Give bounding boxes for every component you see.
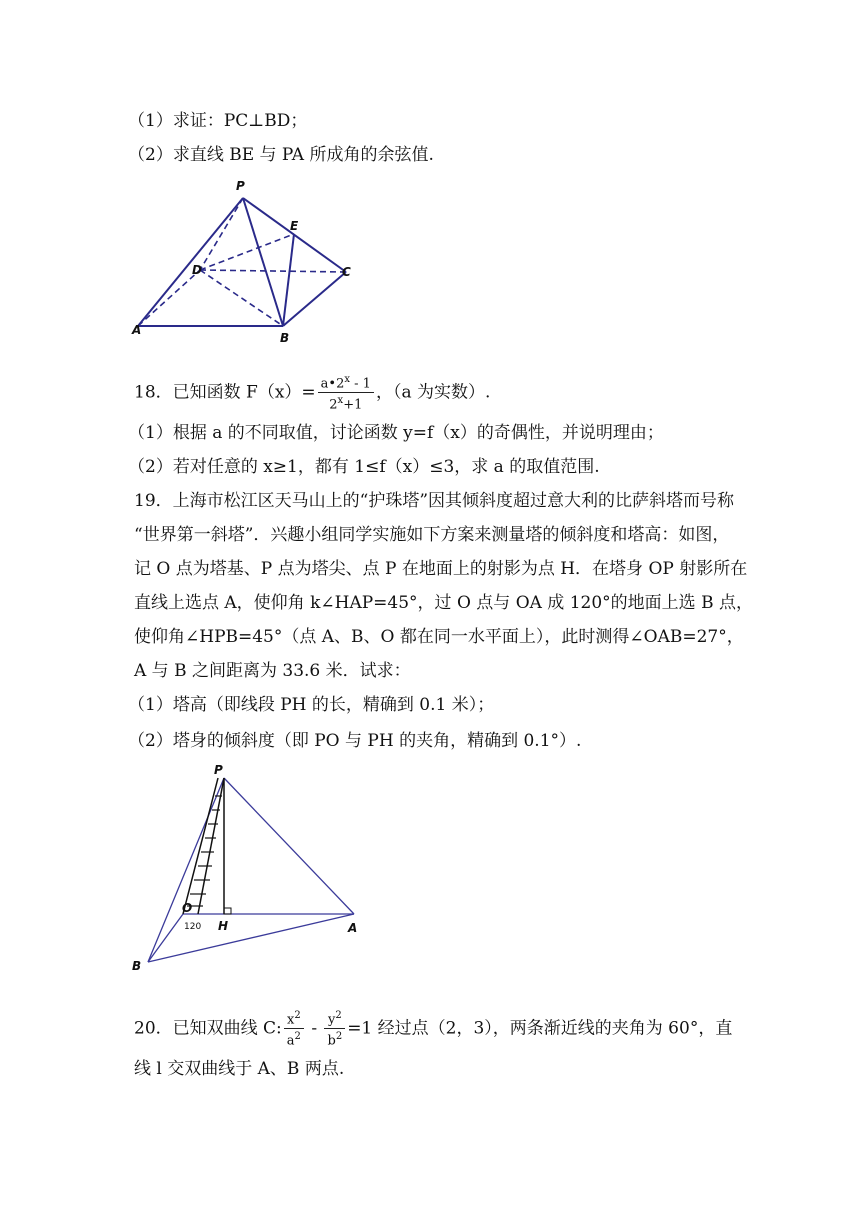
- q20-stem: 20．已知双曲线 C: $\frac{x^2}{a^2}$ - $\frac{y^2}{b^2}$ =1 经过点（2，3），两条渐近线的夹角为 60°，直: [134, 1010, 733, 1049]
- label-A: A: [348, 921, 358, 935]
- q18-part2: （2）若对任意的 x≥1，都有 1≤f（x）≤3，求 a 的取值范围.: [128, 457, 600, 477]
- q17-part2: （2）求直线 BE 与 PA 所成角的余弦值.: [128, 145, 434, 165]
- label-C: C: [342, 265, 351, 279]
- q18-stem: 18．已知函数 F（x）= $\frac{a•2^x - 1}{2^x+1}$ ，（a 为实数）.: [134, 374, 491, 413]
- q20-line2: 线 l 交双曲线于 A、B 两点.: [134, 1059, 345, 1079]
- q19-line5: 使仰角∠HPB=45°（点 A、B、O 都在同一水平面上），此时测得∠OAB=27°，: [134, 627, 744, 647]
- q18-part1: （1）根据 a 的不同取值，讨论函数 y=f（x）的奇偶性，并说明理由；: [128, 423, 664, 443]
- label-D: D: [192, 263, 202, 277]
- q19-line4: 直线上选点 A，使仰角 k∠HAP=45°，过 O 点与 OA 成 120°的地面上选 B 点，: [134, 593, 753, 613]
- q19-line2: “世界第一斜塔”．兴趣小组同学实施如下方案来测量塔的倾斜度和塔高：如图，: [134, 525, 730, 545]
- label-P: P: [214, 763, 223, 777]
- figure-tower: [128, 762, 368, 974]
- q19-line6: A 与 B 之间距离为 33.6 米．试求：: [134, 661, 411, 681]
- q19-part2: （2）塔身的倾斜度（即 PO 与 PH 的夹角，精确到 0.1°）.: [128, 731, 582, 751]
- label-H: H: [218, 919, 229, 933]
- label-E: E: [290, 219, 299, 233]
- q19-line1: 19．上海市松江区天马山上的“护珠塔”因其倾斜度超过意大利的比萨斜塔而号称: [134, 491, 735, 511]
- q19-line3: 记 O 点为塔基、P 点为塔尖、点 P 在地面上的射影为点 H．在塔身 OP 射影所在: [134, 559, 748, 579]
- figure-pyramid: [128, 178, 368, 350]
- q17-part1: （1）求证：PC⊥BD；: [128, 111, 308, 131]
- label-B: B: [280, 331, 290, 345]
- label-angle: 120: [184, 922, 202, 932]
- label-A: A: [132, 323, 142, 337]
- label-O: O: [182, 901, 193, 915]
- q19-part1: （1）塔高（即线段 PH 的长，精确到 0.1 米）；: [128, 695, 495, 715]
- label-P: P: [236, 179, 245, 193]
- label-B: B: [132, 959, 142, 973]
